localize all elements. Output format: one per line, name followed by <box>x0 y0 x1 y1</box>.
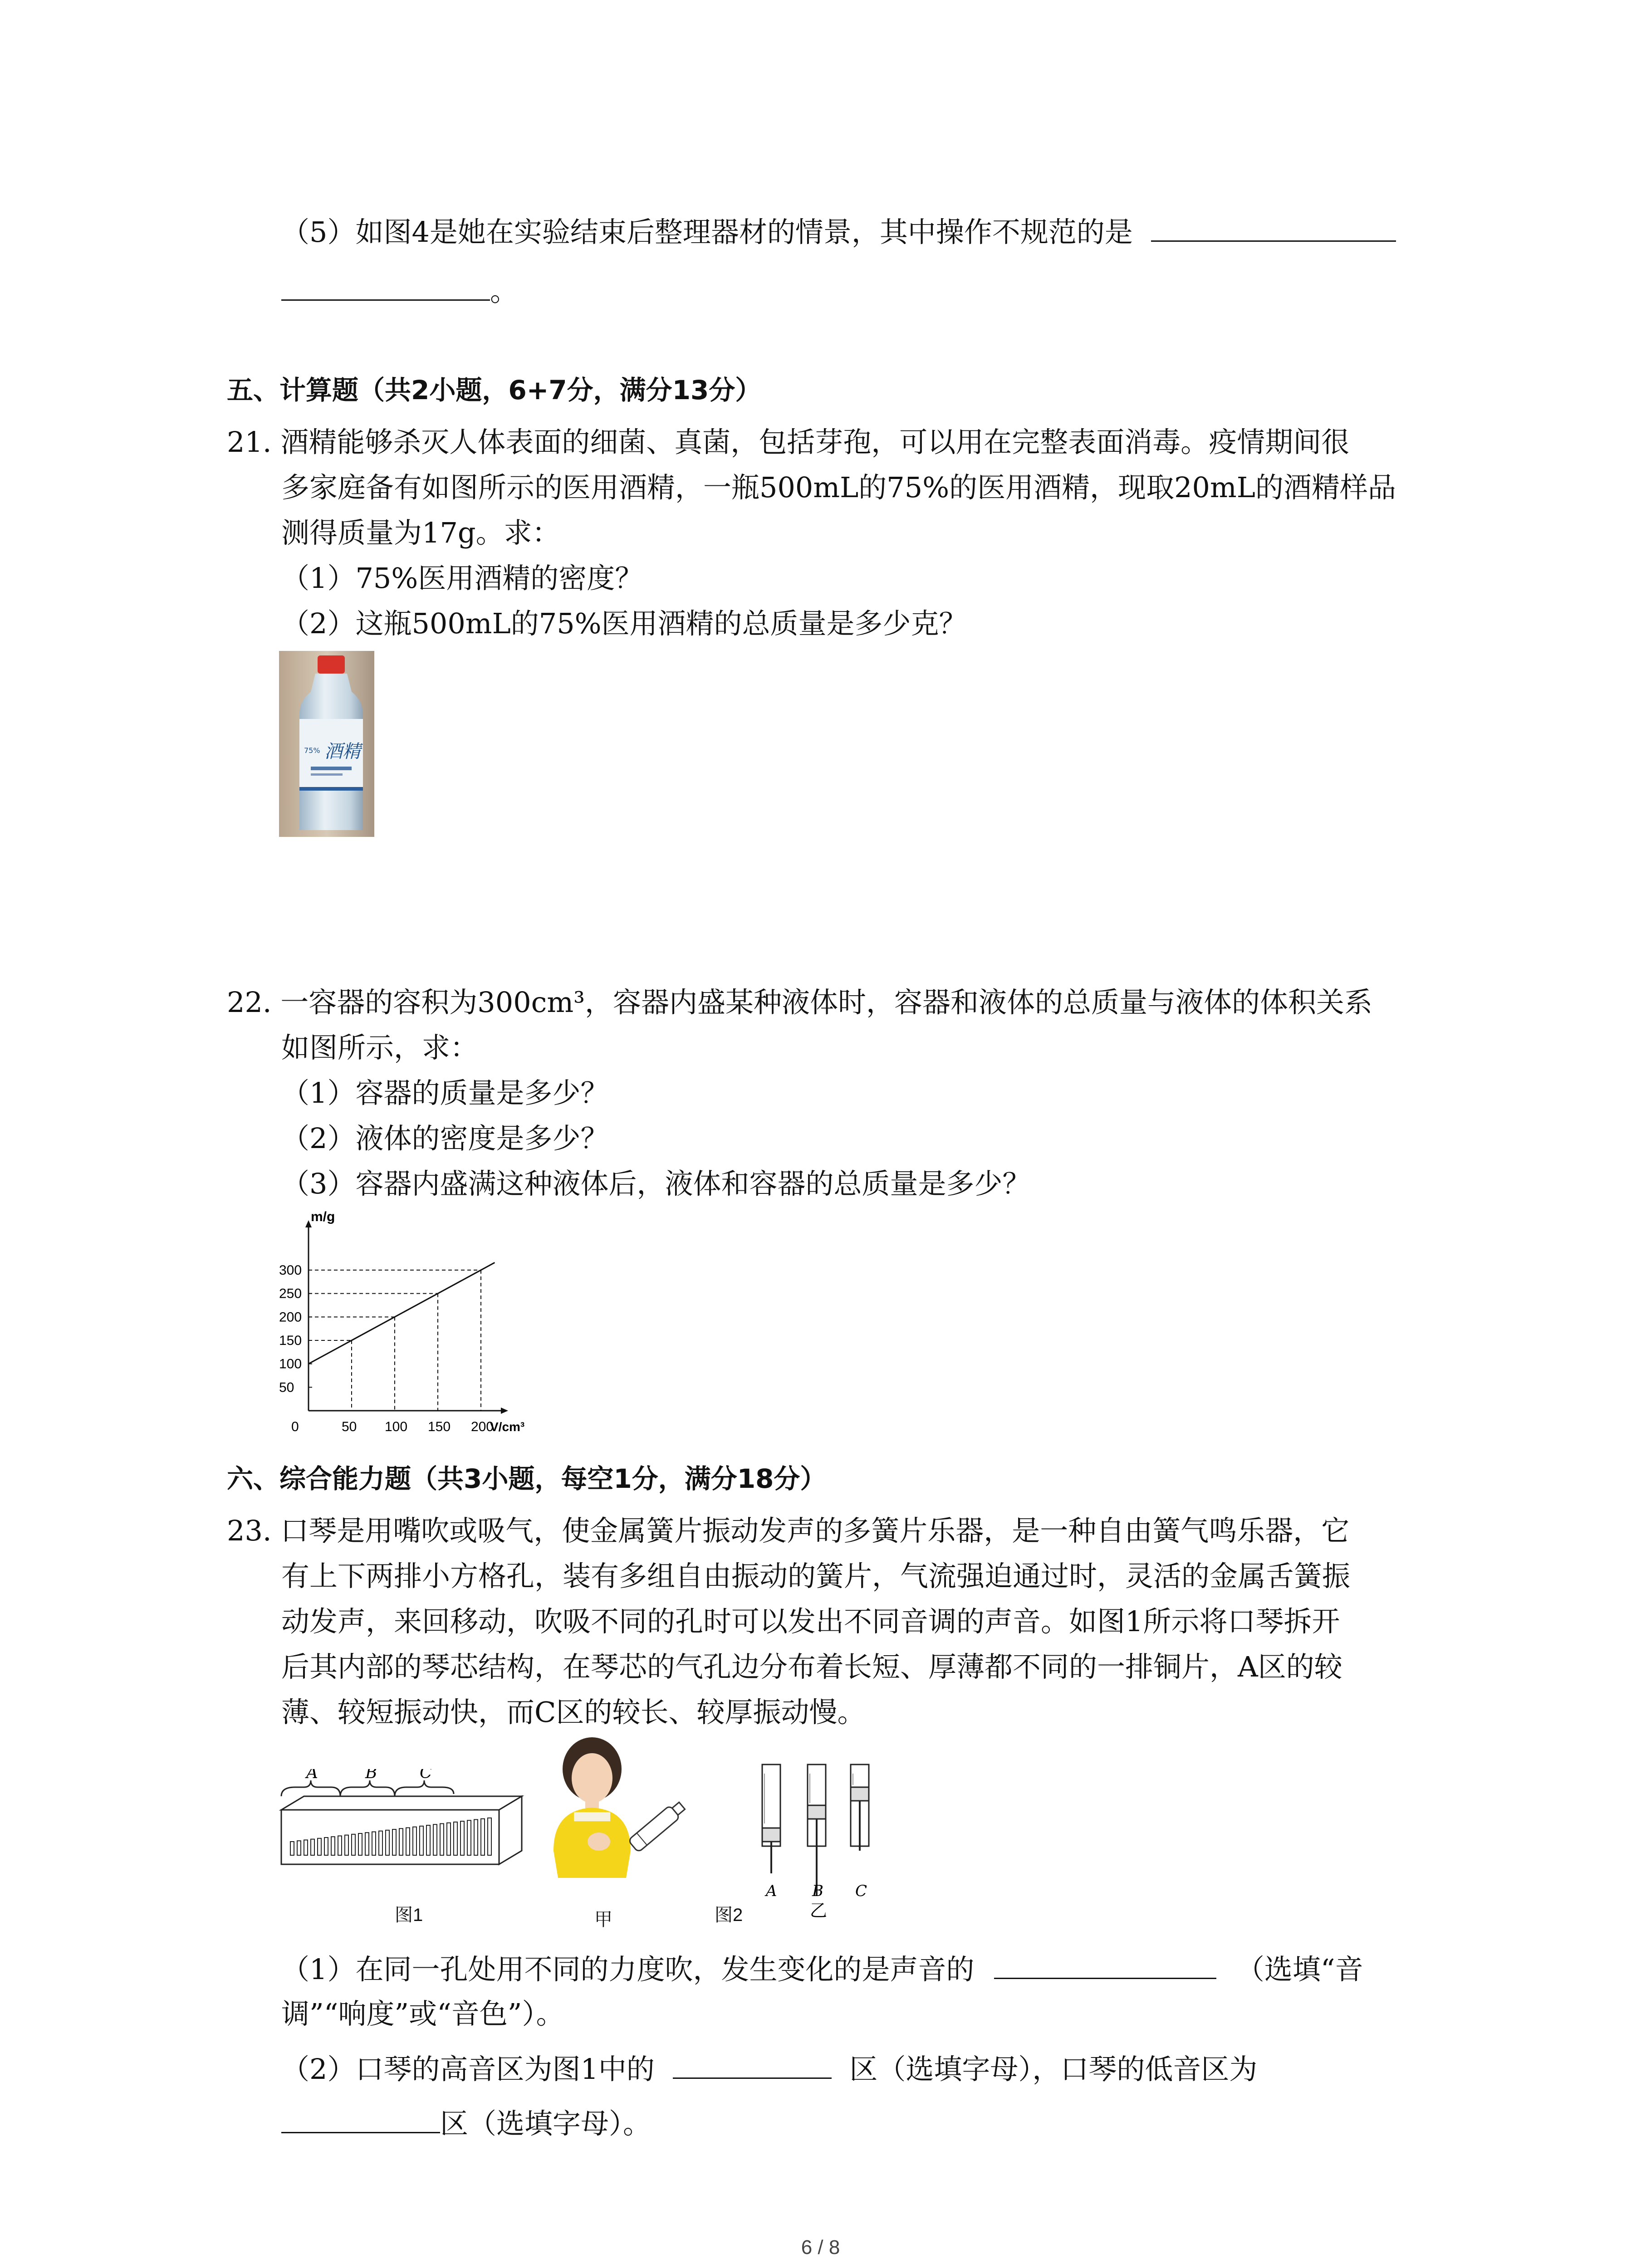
q23-sub2-line2 <box>281 2105 651 2142</box>
reed-slot <box>454 1822 457 1855</box>
tube-label-a: A <box>766 1882 777 1900</box>
reed-slot <box>352 1834 355 1855</box>
fig1-caption: 图1 <box>395 1905 423 1925</box>
reed-slot <box>481 1819 485 1855</box>
reed-slot <box>304 1840 308 1855</box>
chart-series <box>309 1262 495 1364</box>
reed-slot <box>311 1839 314 1855</box>
reed-slot <box>338 1836 342 1855</box>
fig2-jia: 甲 <box>594 1910 612 1930</box>
q20-item5-text: （5）如图4是她在实验结束后整理器材的情景，其中操作不规范的是 <box>281 215 1133 249</box>
q21-line1: 21. 酒精能够杀灭人体表面的细菌、真菌，包括芽孢，可以用在完整表面消毒。疫情期间很 <box>227 425 1350 459</box>
reed-slot <box>345 1835 348 1855</box>
q21-line3: 测得质量为17g。求： <box>281 516 560 549</box>
data-line-extension <box>481 1262 495 1270</box>
y-tick-label: 200 <box>279 1310 302 1325</box>
q23-sub2-blank-high[interactable] <box>673 2050 832 2079</box>
y-tick-label: 150 <box>279 1333 302 1348</box>
q23-sub1-line <box>281 1950 1363 1988</box>
x-tick-label: 100 <box>385 1419 408 1434</box>
figure1-harmonica <box>277 1769 531 1919</box>
x-tick-label: 150 <box>428 1419 451 1434</box>
x-tick-label: 0 <box>291 1419 299 1434</box>
fig1-label-b: B <box>365 1769 377 1782</box>
reed-slot <box>420 1826 423 1855</box>
q20-item5-end: 。 <box>490 274 519 308</box>
q21-sub2: （2）这瓶500mL的75%医用酒精的总质量是多少克？ <box>281 607 967 640</box>
q23-sub2-text-a: （2）口琴的高音区为图1中的 <box>281 2053 655 2086</box>
reed-slot <box>413 1827 416 1855</box>
bottle-small-label: 75% <box>304 746 320 755</box>
harmonica-icon <box>628 1799 687 1853</box>
reed-slot <box>379 1831 382 1855</box>
q22-line1: 22. 一容器的容积为300cm³，容器内盛某种液体时，容器和液体的总质量与液体的体积关系 <box>227 986 1373 1019</box>
y-tick-label: 300 <box>279 1263 302 1278</box>
tube-label-b: B <box>812 1882 823 1900</box>
x-tick-label: 50 <box>342 1419 357 1434</box>
q22-sub1: （1）容器的质量是多少？ <box>281 1076 609 1110</box>
y-tick-label: 100 <box>279 1356 302 1372</box>
y-tick-label: 250 <box>279 1286 302 1301</box>
q23-sub1-text-b: （选填“音 <box>1236 1953 1363 1986</box>
tube-b <box>808 1765 826 1896</box>
q23-sub1-blank[interactable] <box>994 1950 1216 1979</box>
fig1-label-c: C <box>420 1769 432 1782</box>
reed-slot <box>372 1832 376 1855</box>
reed-slot <box>392 1829 396 1855</box>
tube-a <box>762 1765 780 1873</box>
reed-slot <box>399 1828 403 1855</box>
q23-sub1-cont: 调”“响度”或“音色”）。 <box>281 1997 564 2030</box>
tube-label-c: C <box>855 1882 867 1900</box>
reed-slot <box>467 1820 471 1855</box>
q22-sub3: （3）容器内盛满这种液体后，液体和容器的总质量是多少？ <box>281 1167 1031 1200</box>
reed-slot <box>406 1828 410 1855</box>
figure2-girl-photo <box>549 1737 721 1901</box>
q21-sub1: （1）75%医用酒精的密度？ <box>281 562 643 595</box>
page-number: 6 / 8 <box>801 2236 840 2258</box>
reed-slot <box>447 1823 451 1855</box>
reed-slot <box>365 1833 369 1855</box>
q23-line5: 薄、较短振动快，而C区的较长、较厚振动慢。 <box>281 1696 866 1729</box>
reed-slot <box>440 1823 444 1855</box>
reed-slot <box>488 1818 491 1855</box>
reed-slot <box>474 1819 478 1855</box>
reed-slot <box>318 1838 321 1855</box>
section5-title: 五、计算题（共2小题，6+7分，满分13分） <box>227 375 762 406</box>
q20-item5-line <box>281 213 1396 250</box>
q23-line2: 有上下两排小方格孔，装有多组自由振动的簧片，气流强迫通过时，灵活的金属舌簧振 <box>281 1559 1351 1593</box>
q23-line4: 后其内部的琴芯结构，在琴芯的气孔边分布着长短、厚薄都不同的一排铜片，A区的较 <box>281 1650 1342 1683</box>
q20-answer-blank-a[interactable] <box>1151 213 1396 242</box>
reed-slot <box>433 1824 437 1855</box>
tube-c <box>851 1765 869 1851</box>
fig1-label-a: A <box>306 1769 318 1782</box>
reed-slot <box>358 1833 362 1855</box>
q23-sub2-text-c: 区（选填字母）。 <box>440 2107 652 2140</box>
q23-sub2-text-b: 区（选填字母），口琴的低音区为 <box>849 2053 1258 2086</box>
reed-slot <box>460 1821 464 1855</box>
q22-line2: 如图所示，求： <box>281 1031 479 1064</box>
q23-sub2-line <box>281 2050 1257 2087</box>
q23-sub2-blank-low[interactable] <box>281 2105 440 2133</box>
mass-volume-chart <box>272 1211 526 1438</box>
q23-line1: 23. 口琴是用嘴吹或吸气，使金属簧片振动发声的多簧片乐器，是一种自由簧气鸣乐器，它 <box>227 1514 1350 1547</box>
section6-title: 六、综合能力题（共3小题，每空1分，满分18分） <box>227 1463 827 1494</box>
y-tick-label: 50 <box>279 1380 294 1395</box>
reed-slot <box>297 1841 301 1855</box>
chart-guides <box>309 1270 481 1411</box>
q23-sub1-text-a: （1）在同一孔处用不同的力度吹，发生变化的是声音的 <box>281 1953 975 1986</box>
reed-slot <box>426 1825 430 1855</box>
q23-line3: 动发声，来回移动，吹吸不同的孔时可以发出不同音调的声音。如图1所示将口琴拆开 <box>281 1605 1340 1638</box>
fig2-caption: 图2 <box>715 1905 743 1925</box>
q22-sub2: （2）液体的密度是多少？ <box>281 1122 609 1155</box>
reed-slot <box>290 1842 294 1855</box>
bottle-label-text: 酒精 <box>324 741 361 762</box>
chart-ticks <box>279 1211 524 1434</box>
q20-item5-line2 <box>281 272 518 309</box>
q21-line2: 多家庭备有如图所示的医用酒精，一瓶500mL的75%的医用酒精，现取20mL的酒精样品 <box>281 471 1396 504</box>
fig2-yi: 乙 <box>810 1901 828 1921</box>
x-axis-label: V/cm³ <box>490 1420 525 1434</box>
y-axis-label: m/g <box>311 1211 335 1224</box>
q20-answer-blank-b[interactable] <box>281 272 490 301</box>
x-tick-label: 200 <box>471 1419 494 1434</box>
reed-slot <box>331 1837 335 1855</box>
reed-slot <box>324 1838 328 1855</box>
figure2-tubes <box>744 1760 898 1932</box>
reed-slot <box>386 1830 389 1855</box>
alcohol-bottle-image <box>279 651 374 837</box>
x-axis-arrow <box>501 1408 508 1414</box>
